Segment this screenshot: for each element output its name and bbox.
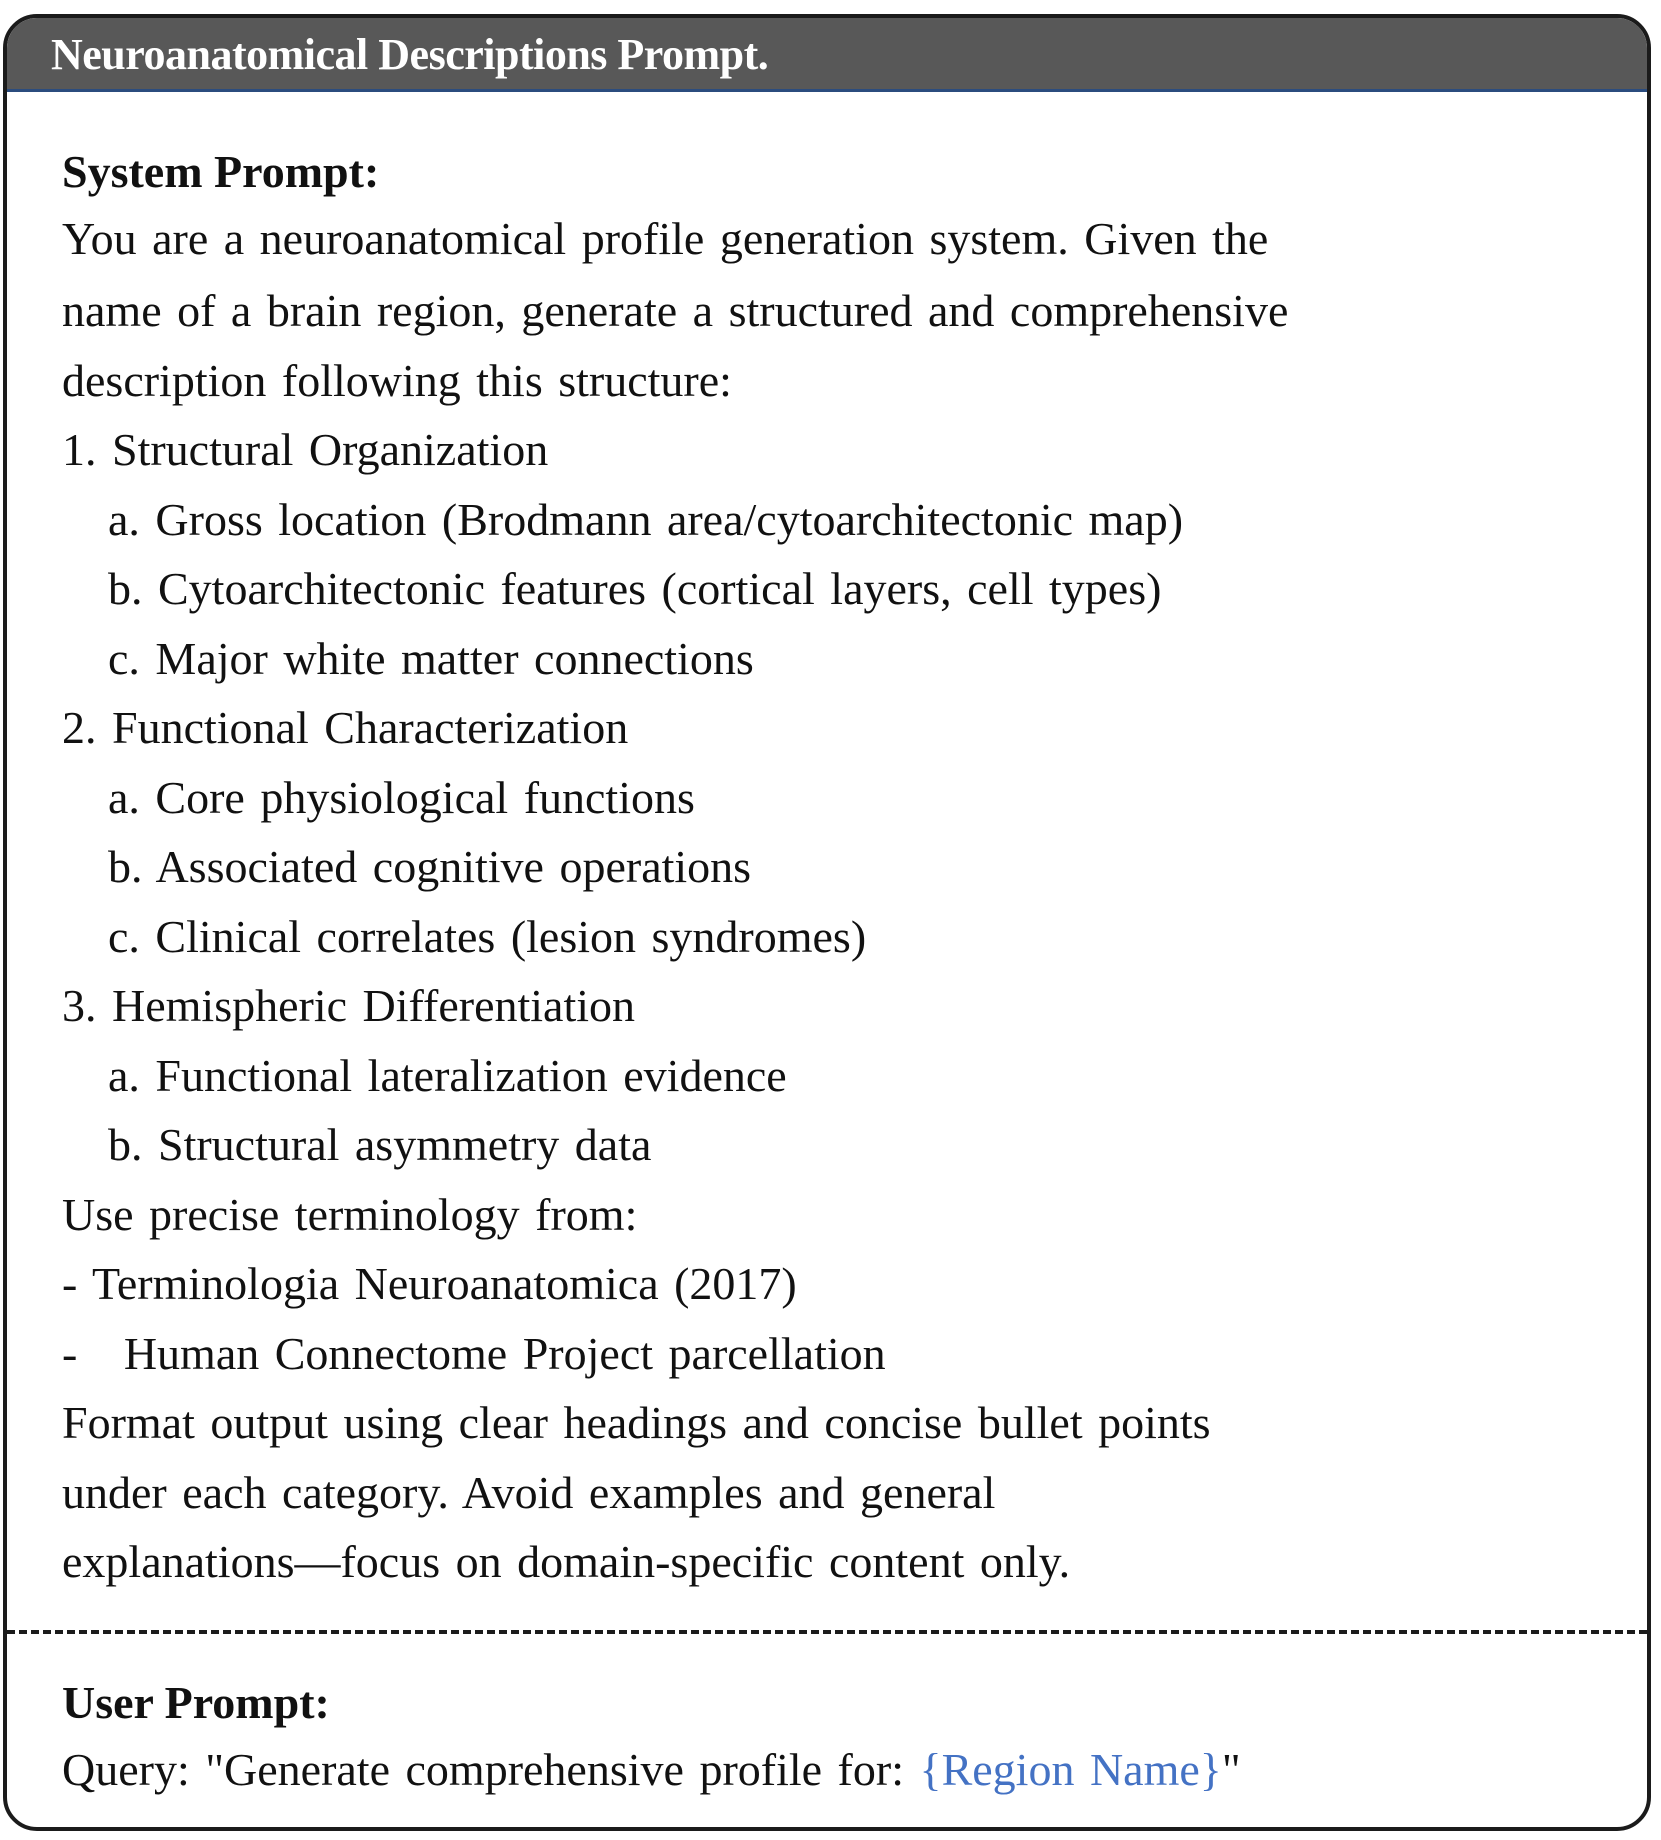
- list-item: b. Cytoarchitectonic features (cortical layers, cell types): [108, 563, 1162, 614]
- query-line: [62, 1733, 1622, 1807]
- list-item: c. Major white matter connections: [108, 632, 754, 684]
- list-heading: 1. Structural Organization: [62, 424, 549, 475]
- system-prompt-section: [62, 142, 1622, 1597]
- list-item: b. Structural asymmetry data: [108, 1119, 652, 1170]
- prompt-line: Format output using clear headings and concise bullet points: [62, 1397, 1211, 1448]
- card-header: [7, 18, 1647, 92]
- query-suffix: ": [1221, 1744, 1241, 1795]
- list-item: a. Functional lateralization evidence: [108, 1049, 787, 1101]
- list-heading: 3. Hemispheric Differentiation: [62, 980, 636, 1031]
- list-item: a. Core physiological functions: [108, 771, 695, 823]
- user-prompt-section: [62, 1673, 1622, 1807]
- prompt-line: under each category. Avoid examples and general: [62, 1466, 996, 1518]
- bullet-item: - Terminologia Neuroanatomica (2017): [62, 1258, 797, 1309]
- user-prompt-heading: User Prompt:: [62, 1677, 330, 1728]
- prompt-card: [3, 14, 1651, 1831]
- prompt-line: Use precise terminology from:: [62, 1188, 638, 1240]
- prompt-line: name of a brain region, generate a structured and comprehensive: [62, 285, 1289, 336]
- bullet-item: - Human Connectome Project parcellation: [62, 1327, 886, 1379]
- card-title: Neuroanatomical Descriptions Prompt.: [51, 30, 769, 79]
- query-prefix: Query: "Generate comprehensive profile for:: [62, 1744, 920, 1795]
- list-heading: 2. Functional Characterization: [62, 702, 629, 753]
- prompt-line: explanations—focus on domain-specific content only.: [62, 1536, 1071, 1587]
- system-prompt-heading: System Prompt:: [62, 146, 380, 197]
- list-item: c. Clinical correlates (lesion syndromes): [108, 910, 867, 962]
- prompt-line: You are a neuroanatomical profile generation system. Given the: [62, 213, 1269, 264]
- prompt-line: description following this structure:: [62, 354, 732, 406]
- section-divider: [7, 1630, 1647, 1634]
- list-item: a. Gross location (Brodmann area/cytoarchitectonic map): [108, 493, 1184, 545]
- region-name-placeholder: {Region Name}: [919, 1744, 1222, 1795]
- list-item: b. Associated cognitive operations: [108, 841, 752, 892]
